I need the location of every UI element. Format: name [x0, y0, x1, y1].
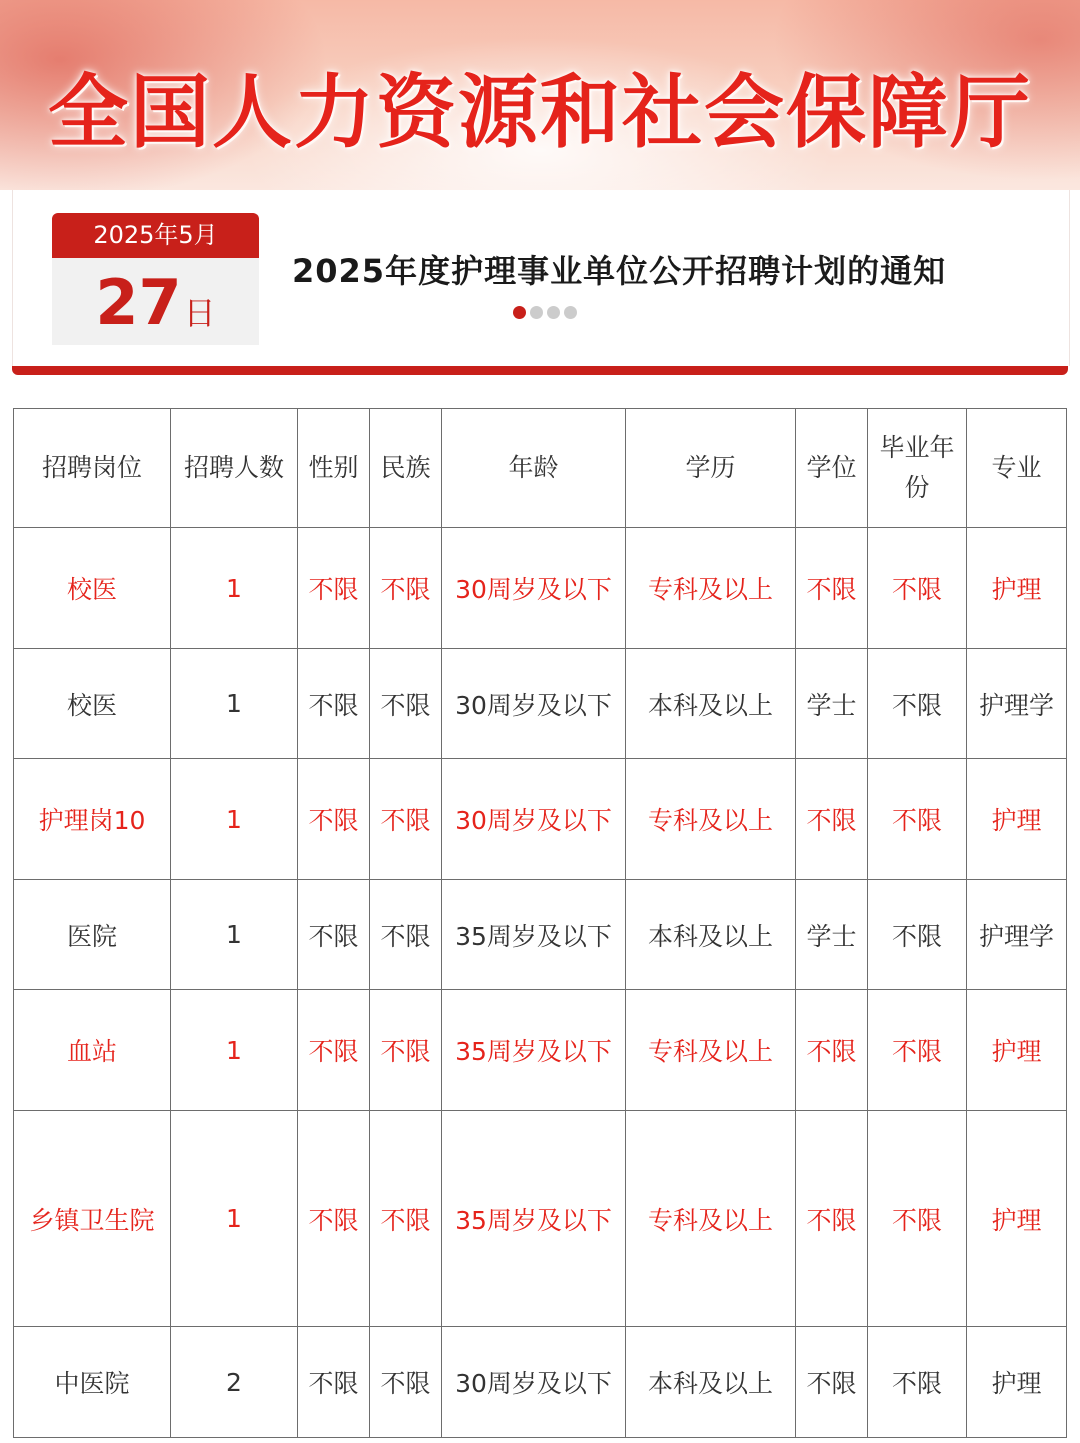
cell-gender: 不限	[298, 1111, 370, 1327]
header-gender: 性别	[298, 409, 370, 528]
org-title: 全国人力资源和社会保障厅	[48, 65, 1032, 159]
table-row	[14, 990, 1067, 1111]
cell-gender: 不限	[298, 880, 370, 990]
cell-graduation-year: 不限	[868, 1111, 967, 1327]
cell-headcount: 1	[171, 528, 298, 649]
cell-education: 本科及以上	[626, 649, 796, 759]
cell-education: 专科及以上	[626, 990, 796, 1111]
cell-graduation-year: 不限	[868, 1327, 967, 1438]
cell-gender: 不限	[298, 759, 370, 880]
cell-major: 护理学	[967, 880, 1067, 990]
cell-education: 专科及以上	[626, 759, 796, 880]
header-headcount: 招聘人数	[171, 409, 298, 528]
cell-ethnicity: 不限	[370, 528, 442, 649]
cell-major: 护理	[967, 759, 1067, 880]
header-banner	[0, 0, 1080, 190]
header-education: 学历	[626, 409, 796, 528]
cell-ethnicity: 不限	[370, 759, 442, 880]
red-divider	[12, 366, 1068, 375]
cell-headcount: 1	[171, 759, 298, 880]
cell-headcount: 2	[171, 1327, 298, 1438]
cell-headcount: 1	[171, 990, 298, 1111]
cell-ethnicity: 不限	[370, 990, 442, 1111]
cell-position: 校医	[14, 528, 171, 649]
pager-dot[interactable]	[513, 306, 526, 319]
cell-position: 护理岗10	[14, 759, 171, 880]
header-major: 专业	[967, 409, 1067, 528]
cell-position: 血站	[14, 990, 171, 1111]
cell-age: 30周岁及以下	[442, 528, 626, 649]
cell-degree: 不限	[796, 759, 868, 880]
cell-major: 护理	[967, 528, 1067, 649]
table-row	[14, 1111, 1067, 1327]
cell-age: 35周岁及以下	[442, 990, 626, 1111]
table-row	[14, 528, 1067, 649]
cell-gender: 不限	[298, 649, 370, 759]
cell-headcount: 1	[171, 1111, 298, 1327]
cell-age: 30周岁及以下	[442, 759, 626, 880]
calendar-day-number: 27	[95, 266, 182, 339]
notice-title: 2025年度护理事业单位公开招聘计划的通知	[292, 252, 947, 290]
header-ethnicity: 民族	[370, 409, 442, 528]
cell-major: 护理	[967, 990, 1067, 1111]
cell-degree: 不限	[796, 1327, 868, 1438]
pager-dot[interactable]	[530, 306, 543, 319]
cell-graduation-year: 不限	[868, 990, 967, 1111]
cell-gender: 不限	[298, 528, 370, 649]
header-degree: 学位	[796, 409, 868, 528]
cell-graduation-year: 不限	[868, 649, 967, 759]
cell-gender: 不限	[298, 1327, 370, 1438]
cell-age: 30周岁及以下	[442, 1327, 626, 1438]
carousel-pager	[513, 306, 577, 319]
cell-education: 专科及以上	[626, 1111, 796, 1327]
header-position: 招聘岗位	[14, 409, 171, 528]
cell-position: 乡镇卫生院	[14, 1111, 171, 1327]
cell-position: 中医院	[14, 1327, 171, 1438]
cell-education: 本科及以上	[626, 1327, 796, 1438]
cell-education: 本科及以上	[626, 880, 796, 990]
table-row	[14, 759, 1067, 880]
cell-degree: 学士	[796, 649, 868, 759]
cell-graduation-year: 不限	[868, 880, 967, 990]
calendar-day-unit: 日	[183, 294, 216, 332]
cell-age: 35周岁及以下	[442, 880, 626, 990]
cell-position: 校医	[14, 649, 171, 759]
cell-degree: 不限	[796, 528, 868, 649]
cell-major: 护理学	[967, 649, 1067, 759]
table-row	[14, 1327, 1067, 1438]
cell-headcount: 1	[171, 649, 298, 759]
cell-ethnicity: 不限	[370, 649, 442, 759]
cell-headcount: 1	[171, 880, 298, 990]
cell-ethnicity: 不限	[370, 880, 442, 990]
cell-age: 30周岁及以下	[442, 649, 626, 759]
calendar-month: 2025年5月	[52, 213, 259, 258]
header-age: 年龄	[442, 409, 626, 528]
cell-major: 护理	[967, 1327, 1067, 1438]
cell-major: 护理	[967, 1111, 1067, 1327]
recruitment-plan-table	[13, 408, 1067, 1438]
header-graduation-year: 毕业年份	[868, 409, 967, 528]
cell-gender: 不限	[298, 990, 370, 1111]
cell-degree: 学士	[796, 880, 868, 990]
cell-education: 专科及以上	[626, 528, 796, 649]
cell-degree: 不限	[796, 990, 868, 1111]
cell-graduation-year: 不限	[868, 759, 967, 880]
cell-ethnicity: 不限	[370, 1111, 442, 1327]
pager-dot[interactable]	[564, 306, 577, 319]
cell-position: 医院	[14, 880, 171, 990]
pager-dot[interactable]	[547, 306, 560, 319]
date-calendar-badge	[52, 213, 259, 345]
cell-age: 35周岁及以下	[442, 1111, 626, 1327]
cell-degree: 不限	[796, 1111, 868, 1327]
cell-graduation-year: 不限	[868, 528, 967, 649]
table-row	[14, 649, 1067, 759]
table-row	[14, 880, 1067, 990]
table-header-row	[14, 409, 1067, 528]
calendar-day	[52, 258, 259, 339]
cell-ethnicity: 不限	[370, 1327, 442, 1438]
